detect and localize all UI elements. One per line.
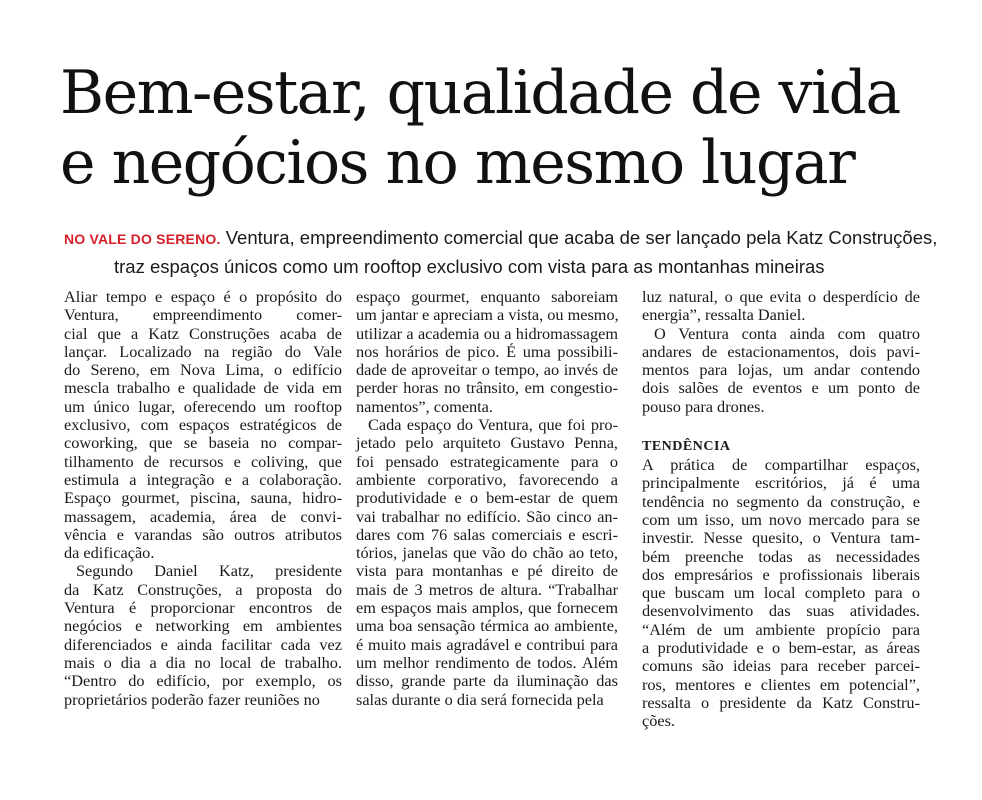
text-line: um melhor rendimento de todos. Além <box>356 652 618 672</box>
text-line: em espaços mais amplos, que fornecem <box>356 598 618 618</box>
text-line: com um isso, um novo mercado para se <box>642 509 920 529</box>
text-line: mais de 3 metros de altura. “Trabalhar <box>356 579 618 599</box>
text-line: perder horas no trânsito, em congestio- <box>356 378 618 398</box>
section-title: TENDÊNCIA <box>642 439 731 455</box>
text-line: ções. <box>642 711 675 731</box>
text-line: espaço gourmet, enquanto saboreiam <box>356 287 618 306</box>
text-line: tórios, janelas que vão do chão ao teto, <box>356 543 618 563</box>
text-line: foi pensado estrategicamente para o <box>356 451 618 471</box>
text-line: mais o dia a dia no local de trabalho. <box>64 652 342 672</box>
text-line: tendência no segmento da construção, e <box>642 491 920 511</box>
subheadline-text-1: Ventura, empreendimento comercial que acaba de ser lançado pela Katz Construções, <box>225 227 938 248</box>
text-line: andares de estacionamentos, dois pavi- <box>642 341 920 361</box>
text-line: bém preenche todas as necessidades <box>642 546 920 566</box>
text-line: um jantar e apreciam a vista, ou mesmo, <box>356 305 619 325</box>
kicker: NO VALE DO SERENO. <box>64 231 221 247</box>
article-column-3 <box>642 288 920 731</box>
article-column-3-top <box>642 288 920 416</box>
text-line: “Dentro do edifício, por exemplo, os <box>64 671 342 691</box>
text-line: produtividade e o bem-estar de quem <box>356 488 618 508</box>
subheadline-line-2: traz espaços únicos como um rooftop exclusivo com vista para as montanhas mineiras <box>114 256 825 277</box>
text-line: vência e varandas são outros atributos <box>64 524 342 544</box>
text-line: A prática de compartilhar espaços, <box>642 455 920 475</box>
text-line: do Sereno, em Nova Lima, o edifício <box>64 360 342 380</box>
text-line: diferenciados e ainda facilitar cada vez <box>64 634 342 654</box>
subheadline <box>64 224 944 280</box>
text-line: namentos”, comenta. <box>356 396 493 416</box>
text-line: massagem, academia, área de convi- <box>64 506 342 526</box>
text-line: principalmente escritórios, já é uma <box>642 473 920 493</box>
text-line: uma boa sensação térmica ao ambiente, <box>356 616 618 636</box>
article-column-2 <box>356 288 618 709</box>
text-line: ressalta o presidente da Katz Constru- <box>642 692 920 712</box>
text-line: Ventura, empreendimento comer- <box>64 305 342 325</box>
text-line: que buscam um local completo para o <box>642 583 920 603</box>
headline <box>60 58 940 198</box>
text-line: dos empresários e profissionais liberais <box>642 564 920 584</box>
text-line: um único lugar, oferecendo um rooftop <box>64 396 342 416</box>
text-line: da Katz Construções, a proposta do <box>64 579 342 599</box>
article-column-3-bottom <box>642 456 920 730</box>
article-column-1 <box>64 288 342 709</box>
text-line: lançar. Localizado na região do Vale <box>64 341 342 361</box>
text-line: ros, mentores e clientes em potencial”, <box>642 674 920 694</box>
text-line: Espaço gourmet, piscina, sauna, hidro- <box>64 488 342 508</box>
text-line: a produtividade e o bem-estar, as áreas <box>642 638 920 658</box>
text-line: vai trabalhar no edifício. São cinco an- <box>356 506 618 526</box>
text-line: Cada espaço do Ventura, que foi pro- <box>368 415 618 435</box>
text-line: luz natural, o que evita o desperdício de <box>642 287 920 306</box>
text-line: estimula a integração e a colaboração. <box>64 469 342 489</box>
text-line: mescla trabalho e qualidade de vida em <box>64 378 342 398</box>
text-line: Ventura é proporcionar encontros de <box>64 598 342 618</box>
text-line: O Ventura conta ainda com quatro <box>654 323 920 343</box>
text-line: disso, grande parte da iluminação das <box>356 671 618 691</box>
text-line: pouso para drones. <box>642 396 765 416</box>
text-line: da edificação. <box>64 543 155 563</box>
text-line: exclusivo, com espaços estratégicos de <box>64 415 342 435</box>
text-line: energia”, ressalta Daniel. <box>642 305 806 325</box>
headline-line-2: e negócios no mesmo lugar <box>60 128 855 198</box>
text-line: “Além de um ambiente propício para <box>642 619 920 639</box>
text-line: coworking, que se baseia no compar- <box>64 433 342 453</box>
text-line: Aliar tempo e espaço é o propósito do <box>64 287 342 306</box>
text-line: dade de aproveitar o tempo, ao invés de <box>356 360 618 380</box>
text-line: vista para montanhas e pé direito de <box>356 561 618 581</box>
text-line: ambiente corporativo, favorecendo a <box>356 469 618 489</box>
text-line: dois salões de eventos e um ponto de <box>642 378 920 398</box>
text-line: tilhamento de recursos e coliving, que <box>64 451 342 471</box>
text-line: proprietários poderão fazer reuniões no <box>64 689 320 709</box>
text-line: é muito mais agradável e contribui para <box>356 634 618 654</box>
text-line: mentos para lojas, um andar contendo <box>642 360 920 380</box>
text-line: salas durante o dia será fornecida pela <box>356 689 604 709</box>
subheadline-line-1 <box>64 224 944 253</box>
text-line: nos horários de pico. É uma possibili- <box>356 341 618 361</box>
text-line: comuns são ideias para receber parcei- <box>642 656 920 676</box>
headline-line-1: Bem-estar, qualidade de vida <box>60 58 900 128</box>
text-line: negócios e networking em ambientes <box>64 616 342 636</box>
text-line: desenvolvimento das suas atividades. <box>642 601 920 621</box>
text-line: Segundo Daniel Katz, presidente <box>76 561 342 581</box>
text-line: cial que a Katz Construções acaba de <box>64 323 342 343</box>
text-line: investir. Nesse quesito, o Ventura tam- <box>642 528 920 548</box>
text-line: utilizar a academia ou a hidromassagem <box>356 323 618 343</box>
text-line: dares com 76 salas comerciais e escri- <box>356 524 618 544</box>
text-line: jetado pelo arquiteto Gustavo Penna, <box>356 433 618 453</box>
